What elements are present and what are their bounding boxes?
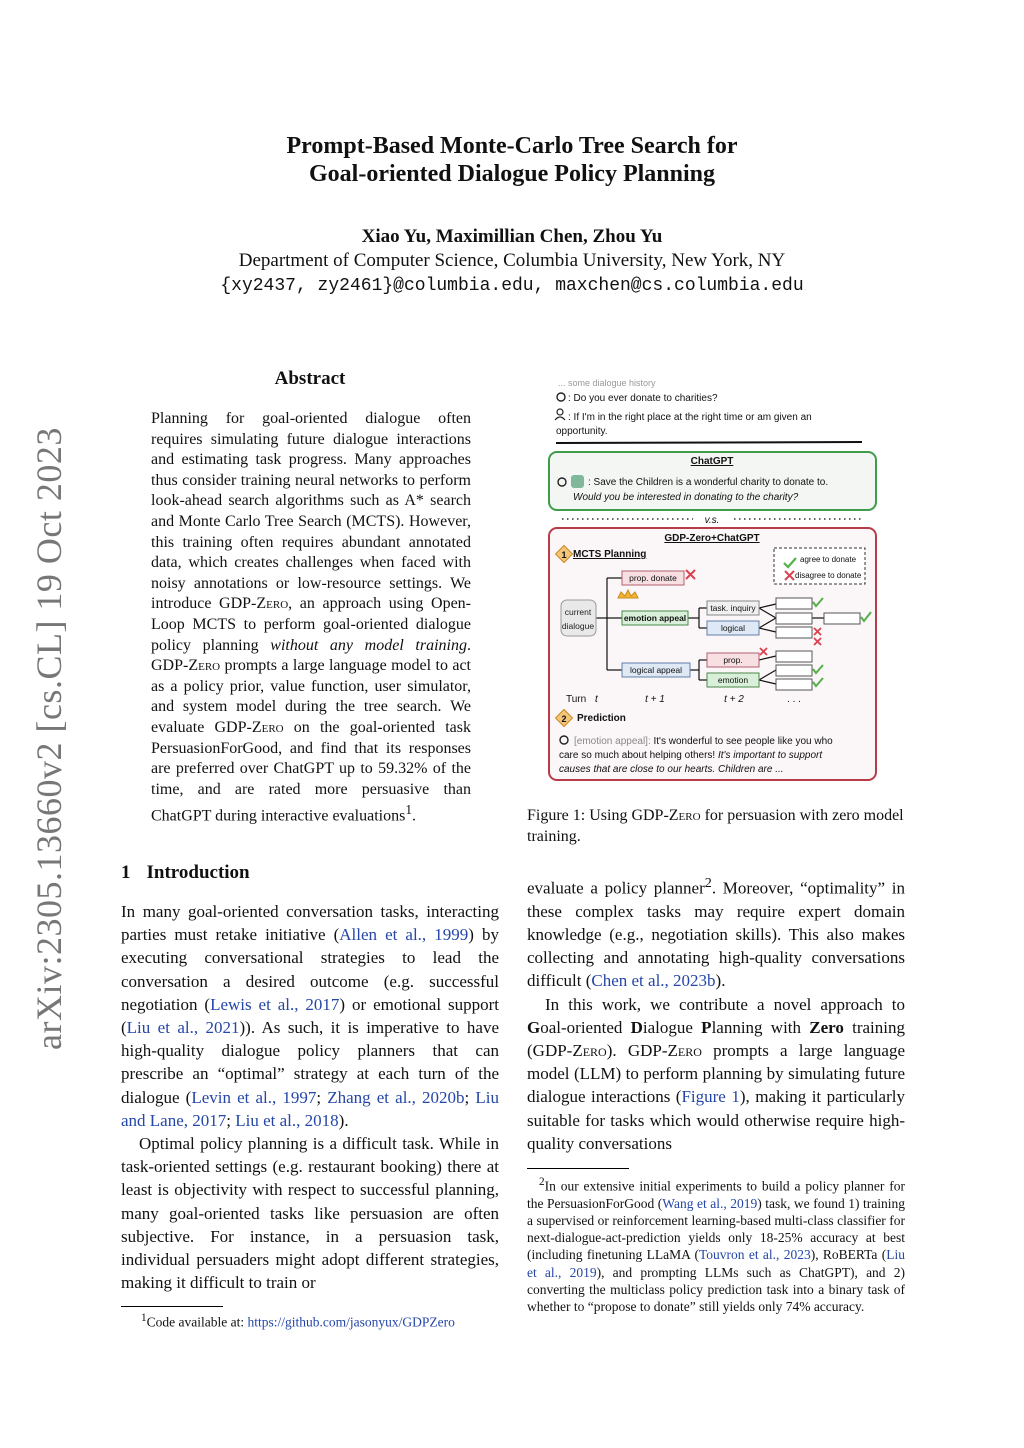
footnote-marker[interactable]: 2 xyxy=(704,875,712,891)
code-link[interactable]: https://github.com/jasonyux/GDPZero xyxy=(247,1314,455,1330)
citation-link[interactable]: Zhang et al., 2020b xyxy=(327,1087,465,1107)
prediction-line3: causes that are close to our hearts. Children are ... xyxy=(559,764,784,775)
turn-label: Turn xyxy=(566,694,587,705)
figure-1 xyxy=(548,372,884,784)
vs-label: v.s. xyxy=(704,515,720,526)
footnote-marker[interactable]: 1 xyxy=(405,802,412,818)
system-icon xyxy=(557,393,565,401)
node-prop-donate-label: prop. donate xyxy=(629,573,677,583)
history-text: ... some dialogue history xyxy=(558,378,656,388)
chatgpt-response-line2: Would you be interested in donating to the charity? xyxy=(573,492,799,503)
footnote-1: $^1$Code available at: https://github.com/jasonyux/GDPZero xyxy=(141,1312,455,1330)
citation-link[interactable]: Chen et al., 2023b xyxy=(591,971,716,991)
node-logical-appeal-label: logical appeal xyxy=(630,665,682,675)
intro-paragraph-1: In many goal-oriented conversation tasks, interacting parties must retake initiative (Allen et al., 1999) by executing conversational strategies to lead the conversation a desired outcome (e.g. successful negotiation (Lewis et al., 2017) or emotional support (Liu et al., 2021)). As such, it is imperative to have high-quality dialogue policy planners that can prescribe an “optimal” strategy at each turn of the dialogue (Levin et al., 1997; Zhang et al., 2020b; Liu and Lane, 2017; Liu et al., 2018). xyxy=(121,902,499,1130)
citation-link[interactable]: Wang et al., 2019 xyxy=(662,1195,758,1211)
turn-t-plus-2: t + 2 xyxy=(724,694,744,705)
node-current-label-1: current xyxy=(564,607,592,617)
step-2-label: Prediction xyxy=(577,713,626,724)
turn-t-plus-1: t + 1 xyxy=(645,694,665,705)
citation-link[interactable]: Liu et al., 2019 xyxy=(527,1247,905,1280)
node-logical-label: logical xyxy=(720,623,746,633)
legend-agree: agree to donate xyxy=(800,555,857,564)
authors: Xiao Yu, Maximillian Chen, Zhou Yu xyxy=(361,226,663,247)
node-emotion-appeal-label: emotion appeal xyxy=(623,613,687,623)
figure-link[interactable]: Figure 1 xyxy=(681,1087,740,1107)
chatgpt-response-line1: : Save the Children is a wonderful charity to donate to. xyxy=(588,477,829,488)
title-line-2: Goal-oriented Dialogue Policy Planning xyxy=(309,161,715,187)
node-prop-label: prop. xyxy=(723,655,743,665)
chatgpt-label: ChatGPT xyxy=(690,456,734,467)
abstract-heading: Abstract xyxy=(274,368,346,389)
figure-caption: Figure 1: Using GDP-Zero for persuasion with zero model training. xyxy=(527,807,904,845)
prediction-line1: [emotion appeal]: It's wonderful to see people like you who xyxy=(574,736,833,747)
step-1-number: 1 xyxy=(561,550,567,560)
node-current-label-2: dialogue xyxy=(561,621,595,631)
system-question: : Do you ever donate to charities? xyxy=(568,393,718,404)
intro-paragraph-2: Optimal policy planning is a difficult task. While in task-oriented settings (e.g. restaurant booking) there at least is objectivity with respect to successful planning, many goal-oriented tasks like persuasion are often subjective. For instance, in a persuasion task, individual persuaders might adopt different strategies, making it difficult to train or xyxy=(121,1134,499,1293)
node-emotion-label: emotion xyxy=(717,675,749,685)
gdp-zero-label: GDP-Zero+ChatGPT xyxy=(664,533,760,544)
intro-paragraph-4: In this work, we contribute a novel approach to Goal-oriented Dialogue Planning with Zero training (GDP-Zero). GDP-Zero prompts a large language model (LLM) to perform planning by simulating future dialogue interactions (Figure 1), making it particularly suitable for tasks which would otherwise require high-quality conversations xyxy=(527,994,905,1153)
step-2-number: 2 xyxy=(561,714,567,724)
abstract-body: Planning for goal-oriented dialogue often requires simulating future dialogue interactions and estimating task progress. Many approaches thus consider training neural networks to perform look-ahead search algorithms such as A* search and Monte Carlo Tree Search (MCTS). However, this training often requires abundant annotated data, which creates challenges when faced with noisy annotations or low-resource settings. We introduce GDP-Zero, an approach using Open-Loop MCTS to perform goal-oriented dialogue policy planning without any model training. GDP-Zero prompts a large language model to act as a policy prior, value function, user simulator, and system model during the tree search. We evaluate GDP-Zero on the goal-oriented task PersuasionForGood, and find that its responses are preferred over ChatGPT up to 59.32% of the time, and are rated more persuasive than ChatGPT during interactive evaluations$^1$. xyxy=(151,410,471,825)
turn-ellipsis: . . . xyxy=(787,694,801,705)
turn-t: t xyxy=(595,694,598,705)
footnote-2: $^2$In our extensive initial experiments to build a policy planner for the PersuasionForGood (Wang et al., 2019) task, we found 1) training a supervised or reinforcement learning-based multi-class classifier for next-dialogue-act-prediction yields only 18-25% accuracy at best (including finetuning LLaMA (Touvron et al., 2023), RoBERTa (Liu et al., 2019), and prompting LLMs such as ChatGPT), and 2) converting the multiclass policy prediction task into a binary task of whether to “propose to donate” still yields only 74% accuracy. xyxy=(527,1176,905,1314)
node-task-inquiry-label: task. inquiry xyxy=(710,603,756,613)
intro-column-left xyxy=(121,900,499,1294)
intro-column-right xyxy=(527,872,905,1155)
history-divider xyxy=(556,442,862,443)
chatgpt-logo xyxy=(571,475,584,488)
figure-svg xyxy=(548,372,884,784)
arxiv-stamp: arXiv:2305.13660v2 [cs.CL] 19 Oct 2023 xyxy=(29,427,69,1050)
citation-link[interactable]: Liu et al., 2018 xyxy=(235,1110,339,1130)
citation-link[interactable]: Liu and Lane, 2017 xyxy=(121,1087,499,1130)
footnote-rule xyxy=(527,1168,629,1169)
user-icon xyxy=(555,409,565,420)
intro-paragraph-3: evaluate a policy planner$^2$. Moreover, “optimality” in these complex tasks may require expert domain knowledge (e.g., negotiation skills). This also makes collecting and annotating high-quality conversations difficult (Chen et al., 2023b). xyxy=(527,875,906,991)
citation-link[interactable]: Allen et al., 1999 xyxy=(339,925,469,945)
emails: {xy2437, zy2461}@columbia.edu, maxchen@cs.columbia.edu xyxy=(220,276,804,296)
citation-link[interactable]: Touvron et al., 2023 xyxy=(698,1247,811,1263)
user-answer-line1: : If I'm in the right place at the right time or am given an xyxy=(568,412,812,423)
title-line-1: Prompt-Based Monte-Carlo Tree Search for xyxy=(286,133,738,159)
prediction-line2: care so much about helping others! It's important to support xyxy=(559,750,823,761)
user-answer-line2: opportunity. xyxy=(556,426,608,437)
citation-link[interactable]: Liu et al., 2021 xyxy=(126,1018,240,1038)
affiliation: Department of Computer Science, Columbia University, New York, NY xyxy=(238,250,786,271)
footnote-rule xyxy=(121,1306,223,1307)
citation-link[interactable]: Lewis et al., 2017 xyxy=(210,994,340,1014)
paper-title xyxy=(0,132,1024,188)
step-1-label: MCTS Planning xyxy=(573,549,647,560)
legend-disagree: disagree to donate xyxy=(795,571,862,580)
section-heading: 1 Introduction xyxy=(121,862,250,883)
citation-link[interactable]: Levin et al., 1997 xyxy=(191,1087,317,1107)
